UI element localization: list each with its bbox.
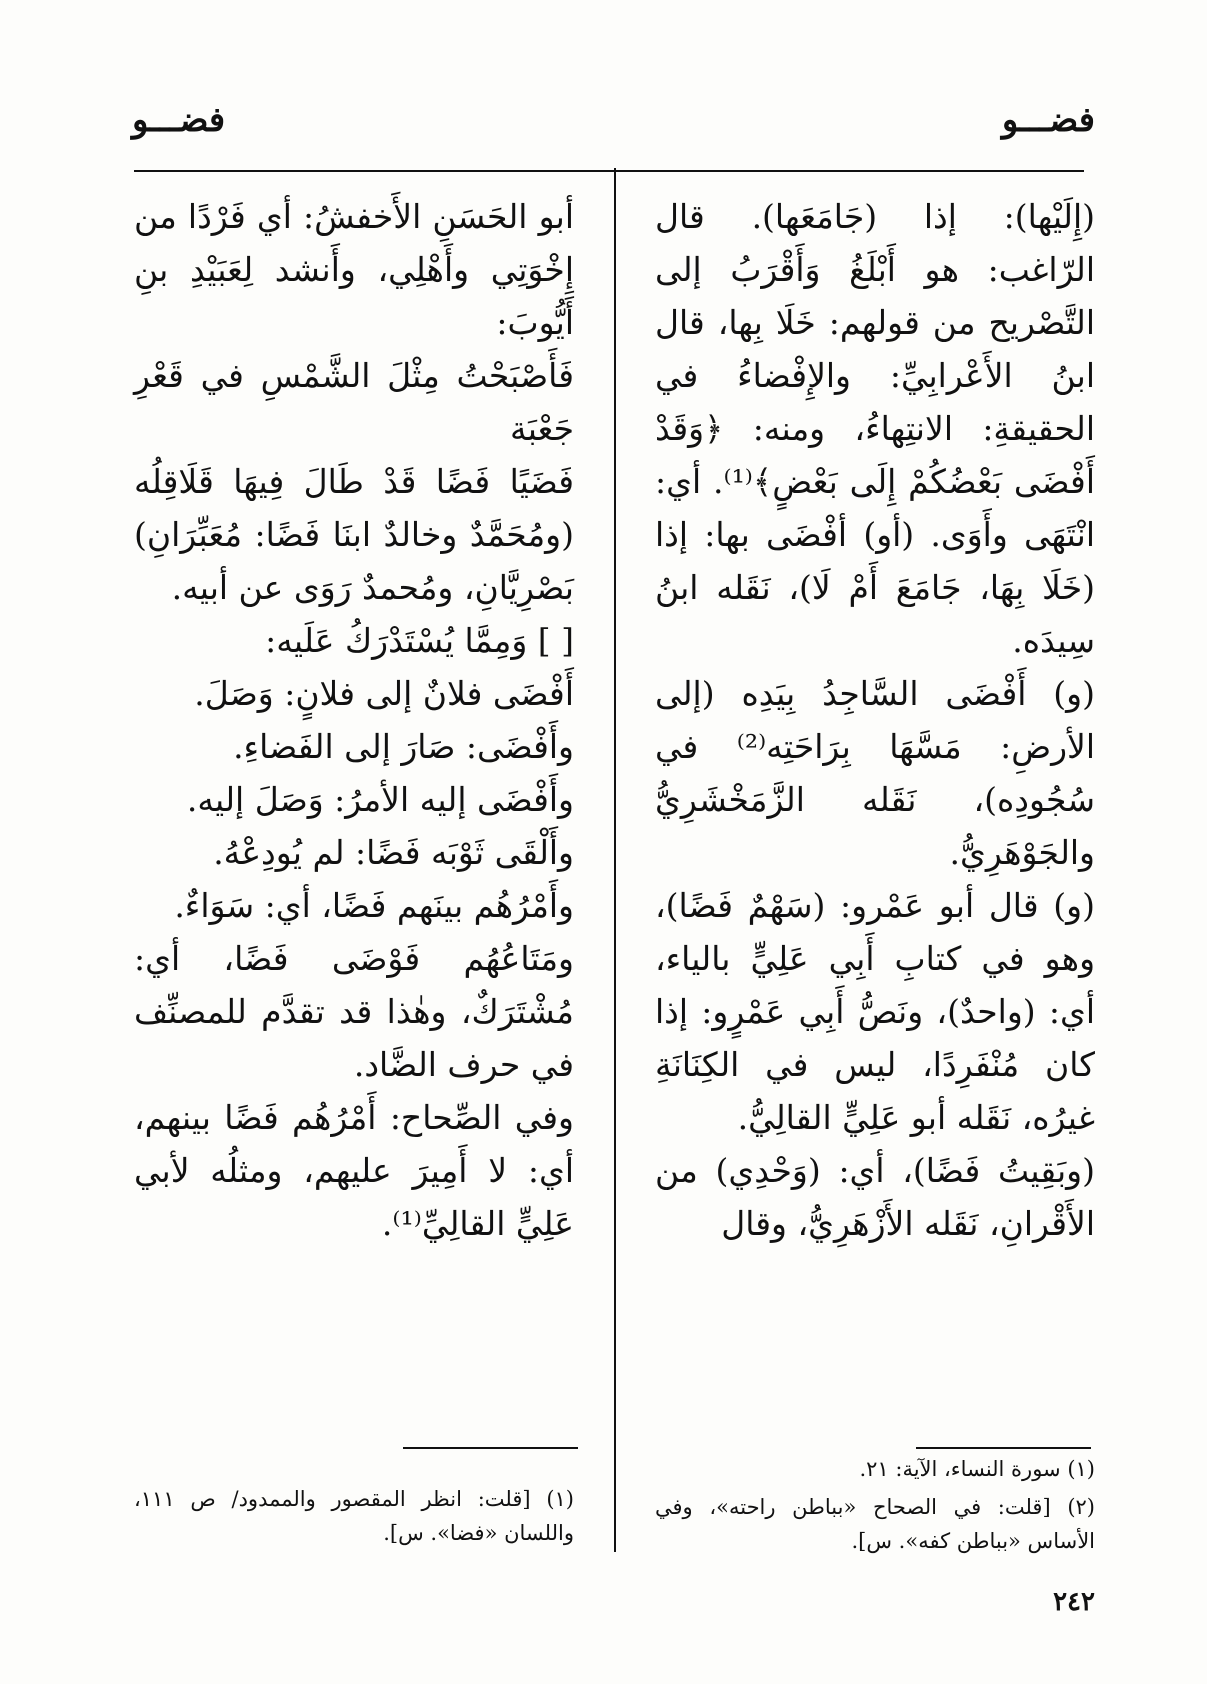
poem-verse-second-hemistich: فَضَيًا فَضًا قَدْ طَالَ فِيهَا قَلَاقِلُه [134,462,574,501]
entry-paragraph: (إِلَيْها): إذا (جَامَعَها). قال الرّاغب: هو أَبْلَغُ وَأَقْرَبُ إلى التَّصْريح من قولهم: خَلَا بِها، قال ابنُ الأَعْرابِيِّ: والإِفْضاءُ في الحقيقةِ: الانتِهاءُ، ومنه: ﴿وَقَدْ أَفْضَى بَعْضُكُمْ إِلَى بَعْضٍ﴾⁽¹⁾. أي: انْتَهَى وأَوَى. (أو) أفْضَى بها: إذا (خَلَا بِهَا، جَامَعَ أَمْ لَا)، نَقَله ابنُ سِيدَه. [655,197,1095,660]
entry-paragraph: (ومُحَمَّدٌ وخالدٌ ابنَا فَضًا: مُعَبِّرَانِ) بَصْرِيَّانِ، ومُحمدٌ رَوَى عن أبيه. [134,515,574,607]
entry-paragraph: أبو الحَسَنِ الأَخفشُ: أي فَرْدًا من إِخْوَتِي وأَهْلِي، وأَنشد لِعَبَيْدِ بنِ أَيُّوبَ: [134,197,574,342]
addendum-line: وأَفْضَى إليه الأمرُ: وَصَلَ إليه. [186,780,574,819]
entry-paragraph: (و) قال أبو عَمْرو: (سَهْمٌ فَضًا)، وهو في كتابِ أَبِي عَلِيٍّ بالياء، أي: (واحدٌ)، ونَصُّ أَبِي عَمْرٍو: إذا كان مُنْفَرِدًا، ليس في الكِنَانَةِ غيرُه، نَقَله أبو عَلِيٍّ القالِيُّ. [655,886,1095,1137]
header-rule [134,170,1084,172]
footnote: (١) [قلت: انظر المقصور والممدود/ ص ١١١، واللسان «فضا». س]. [134,1487,574,1545]
entry-paragraph: (و) أَفْضَى السَّاجِدُ بِيَدِه (إلى الأرضِ: مَسَّهَا بِرَاحَتِه⁽²⁾ في سُجُودِه)، نَقَله الزَّمَخْشَرِيُّ والجَوْهَرِيُّ. [655,674,1096,872]
footnotes-right [655,1452,1095,1562]
entry-paragraph: (وبَقِيتُ فَضًا)، أي: (وَحْدِي) من الأَقْرانِ، نَقَله الأَزْهَرِيُّ، وقال [655,1151,1095,1243]
footnote-rule-right [916,1447,1091,1449]
addendum-line: وأَمْرُهُم بينَهم فَضًا، أي: سَوَاءٌ. [174,886,574,925]
running-header-left: فضـــو [132,100,226,140]
poem-verse-first-hemistich: فَأَصْبَحْتُ مِثْلَ الشَّمْسِ في قَعْرِ جَعْبَة [134,356,574,448]
footnote: (٢) [قلت: في الصحاح «بباطن راحته»، وفي الأساس «بباطن كفه». س]. [655,1495,1095,1553]
addendum-heading: [ ] وَمِمَّا يُسْتَدْرَكُ عَلَيه: [265,621,574,660]
left-column [134,190,574,1250]
footnote-rule-left [403,1447,578,1449]
page-number: ٢٤٢ [1053,1587,1095,1617]
right-column [655,190,1095,1250]
addendum-line: أَفْضَى فلانٌ إلى فلانٍ: وَصَلَ. [194,674,574,713]
footnote: (١) سورة النساء، الآية: ٢١. [859,1457,1095,1481]
column-divider [614,168,616,1552]
entry-paragraph: وفي الصِّحاح: أَمْرُهُم فَضًا بينهم، أي: لا أَمِيرَ عليهم، ومثلُه لأبي عَلِيٍّ القالِيِّ⁽¹⁾. [134,1098,574,1243]
running-header-right: فضـــو [1001,100,1095,140]
addendum-line: وأَلْقَى ثَوْبَه فَضًا: لم يُودِعْهُ. [213,833,574,872]
addendum-line: ومَتَاعُهُم فَوْضَى فَضًا، أي: مُشْتَرَكٌ، وهٰذا قد تقدَّم للمصنِّف في حرف الضَّاد. [134,939,574,1084]
addendum-line: وأَفْضَى: صَارَ إلى الفَضاءِ. [233,727,574,766]
footnotes-left [134,1482,574,1554]
